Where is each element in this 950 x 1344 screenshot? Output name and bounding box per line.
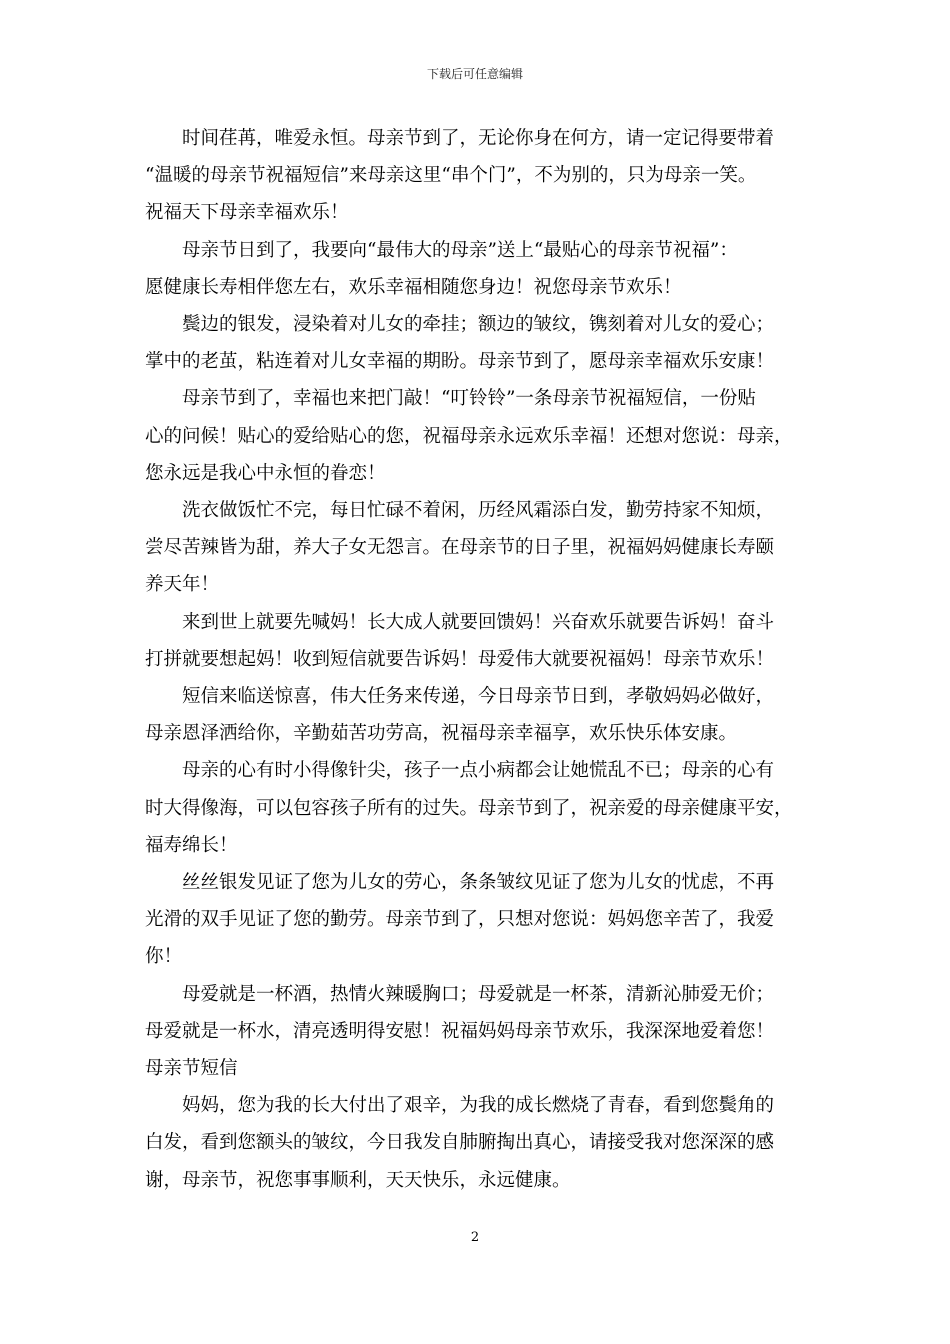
page-number: 2 [470, 1230, 480, 1245]
paragraph [145, 232, 815, 306]
paragraph [145, 380, 815, 492]
paragraph-line: 福寿绵长！ [145, 834, 238, 856]
paragraph-line: 洗衣做饭忙不完，每日忙碌不着闲，历经风霜添白发，勤劳持家不知烦， [182, 500, 775, 522]
paragraph-line: 白发，看到您额头的皱纹，今日我发自肺腑掏出真心，请接受我对您深深的感 [145, 1132, 775, 1154]
paragraph [145, 678, 815, 752]
paragraph-line: 掌中的老茧，粘连着对儿女幸福的期盼。母亲节到了，愿母亲幸福欢乐安康！ [145, 351, 775, 373]
paragraph [145, 492, 815, 604]
paragraph [145, 306, 815, 380]
paragraph-line: 来到世上就要先喊妈！长大成人就要回馈妈！兴奋欢乐就要告诉妈！奋斗 [182, 611, 775, 633]
paragraph-line: 母亲节短信 [145, 1058, 238, 1080]
document-body [145, 120, 815, 1199]
paragraph [145, 1087, 815, 1199]
section-heading [145, 1050, 815, 1087]
paragraph [145, 120, 815, 232]
paragraph-line: 母爱就是一杯水，清亮透明得安慰！祝福妈妈母亲节欢乐，我深深地爱着您！ [145, 1020, 775, 1042]
paragraph-line: 你！ [145, 946, 183, 968]
paragraph-line: 短信来临送惊喜，伟大任务来传递，今日母亲节日到，孝敬妈妈必做好， [182, 686, 775, 708]
paragraph-line: 养天年！ [145, 574, 220, 596]
paragraph-line: 母亲的心有时小得像针尖，孩子一点小病都会让她慌乱不已；母亲的心有 [182, 760, 775, 782]
paragraph-line: 母亲节日到了，我要向“最伟大的母亲”送上“最贴心的母亲节祝福”： [182, 239, 738, 261]
paragraph-line: 心的问候！贴心的爱给贴心的您，祝福母亲永远欢乐幸福！还想对您说：母亲， [145, 425, 793, 447]
paragraph-line: 时间荏苒，唯爱永恒。母亲节到了，无论你身在何方，请一定记得要带着 [182, 128, 775, 149]
paragraph-line: “温暖的母亲节祝福短信”来母亲这里“串个门”，不为别的，只为母亲一笑。 [145, 165, 757, 187]
paragraph-line: 尝尽苦辣皆为甜，养大子女无怨言。在母亲节的日子里，祝福妈妈健康长寿颐 [145, 537, 775, 559]
paragraph [145, 752, 815, 864]
paragraph-line: 您永远是我心中永恒的眷恋！ [145, 462, 386, 484]
paragraph [145, 604, 815, 678]
paragraph [145, 864, 815, 976]
paragraph-line: 母亲节到了，幸福也来把门敲！“叮铃铃”一条母亲节祝福短信，一份贴 [182, 388, 756, 410]
paragraph-line: 愿健康长寿相伴您左右，欢乐幸福相随您身边！祝您母亲节欢乐！ [145, 276, 682, 298]
paragraph-line: 光滑的双手见证了您的勤劳。母亲节到了，只想对您说：妈妈您辛苦了，我爱 [145, 909, 775, 931]
paragraph-line: 妈妈，您为我的长大付出了艰辛，为我的成长燃烧了青春，看到您鬓角的 [182, 1095, 775, 1117]
page-header: 下载后可任意编辑 [426, 67, 523, 81]
paragraph-line: 祝福天下母亲幸福欢乐！ [145, 202, 349, 224]
paragraph-line: 丝丝银发见证了您为儿女的劳心，条条皱纹见证了您为儿女的忧虑，不再 [182, 872, 775, 894]
paragraph-line: 母亲恩泽洒给你，辛勤茹苦功劳高，祝福母亲幸福享，欢乐快乐体安康。 [145, 723, 738, 745]
paragraph-line: 母爱就是一杯酒，热情火辣暖胸口；母爱就是一杯茶，清新沁肺爱无价； [182, 983, 775, 1005]
paragraph [145, 976, 815, 1050]
paragraph-line: 谢，母亲节，祝您事事顺利，天天快乐，永远健康。 [145, 1169, 571, 1191]
paragraph-line: 打拼就要想起妈！收到短信就要告诉妈！母爱伟大就要祝福妈！母亲节欢乐！ [145, 648, 775, 670]
paragraph-line: 时大得像海，可以包容孩子所有的过失。母亲节到了，祝亲爱的母亲健康平安， [145, 797, 793, 819]
paragraph-line: 鬓边的银发，浸染着对儿女的牵挂；额边的皱纹，镌刻着对儿女的爱心； [182, 314, 775, 336]
